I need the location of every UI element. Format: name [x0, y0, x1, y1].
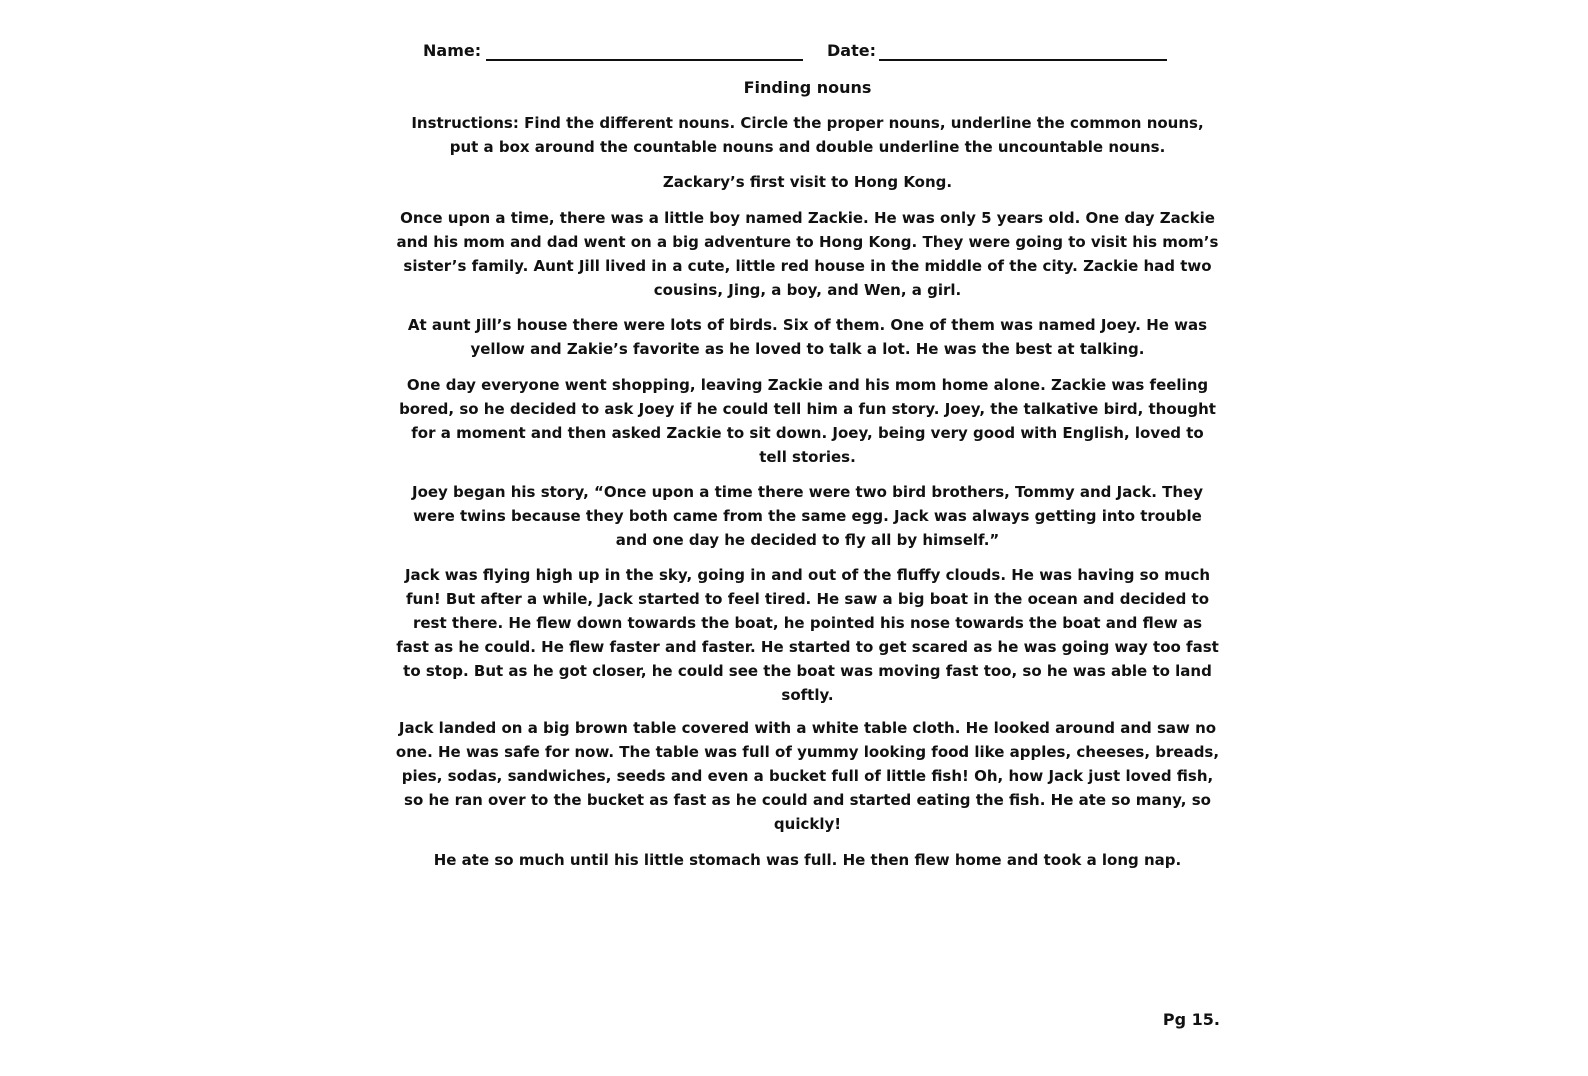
name-label: Name: — [423, 41, 482, 60]
story-paragraph-1: Once upon a time, there was a little boy named Zackie. He was only 5 years old. One day Zackie and his mom and dad went on a big adventure to Hong Kong. They were going to visit his mom’s sister’s family. Aunt Jill lived in a cute, little red house in the middle of the city. Zackie had two cousins, Jing, a boy, and Wen, a girl. — [396, 209, 1219, 299]
name-blank-line[interactable] — [486, 59, 803, 61]
date-blank-line[interactable] — [879, 59, 1167, 61]
worksheet-title: Finding nouns — [743, 78, 872, 97]
header-row — [395, 40, 1220, 70]
story-title: Zackary’s first visit to Hong Kong. — [662, 173, 953, 191]
story-paragraph-6: Jack landed on a big brown table covered with a white table cloth. He looked around and saw no one. He was safe for now. The table was full of yummy looking food like apples, cheeses, breads, pies, sodas, sandwiches, seeds and even a bucket full of little fish! Oh, how Jack just loved fish, so he ran over to the bucket as fast as he could and started eating the fish. He ate so many, so quickly! — [395, 719, 1220, 833]
page-number: Pg 15. — [1162, 1010, 1220, 1029]
story-paragraph-5: Jack was flying high up in the sky, going in and out of the fluffy clouds. He was having so much fun! But after a while, Jack started to feel tired. He saw a big boat in the ocean and decided to rest there. He flew down towards the boat, he pointed his nose towards the boat and flew as fast as he could. He flew faster and faster. He started to get scared as he was going way too fast to stop. But as he got closer, he could see the boat was moving fast too, so he was able to land softly. — [396, 566, 1219, 704]
date-label: Date: — [827, 41, 876, 60]
story-paragraph-4: Joey began his story, “Once upon a time there were two bird brothers, Tommy and Jack. They were twins because they both came from the same egg. Jack was always getting into trouble and one day he decided to fly all by himself.” — [412, 483, 1203, 549]
worksheet-page — [395, 36, 1220, 1046]
instructions: Instructions: Find the different nouns. Circle the proper nouns, underline the common nouns, put a box around the countable nouns and double underline the uncountable nouns. — [411, 114, 1204, 156]
story-paragraph-3: One day everyone went shopping, leaving Zackie and his mom home alone. Zackie was feeling bored, so he decided to ask Joey if he could tell him a fun story. Joey, the talkative bird, thought for a moment and then asked Zackie to sit down. Joey, being very good with English, loved to tell stories. — [399, 376, 1216, 466]
story-paragraph-2: At aunt Jill’s house there were lots of birds. Six of them. One of them was named Joey. He was yellow and Zakie’s favorite as he loved to talk a lot. He was the best at talking. — [407, 316, 1208, 358]
story-paragraph-7: He ate so much until his little stomach was full. He then flew home and took a long nap. — [433, 851, 1182, 869]
